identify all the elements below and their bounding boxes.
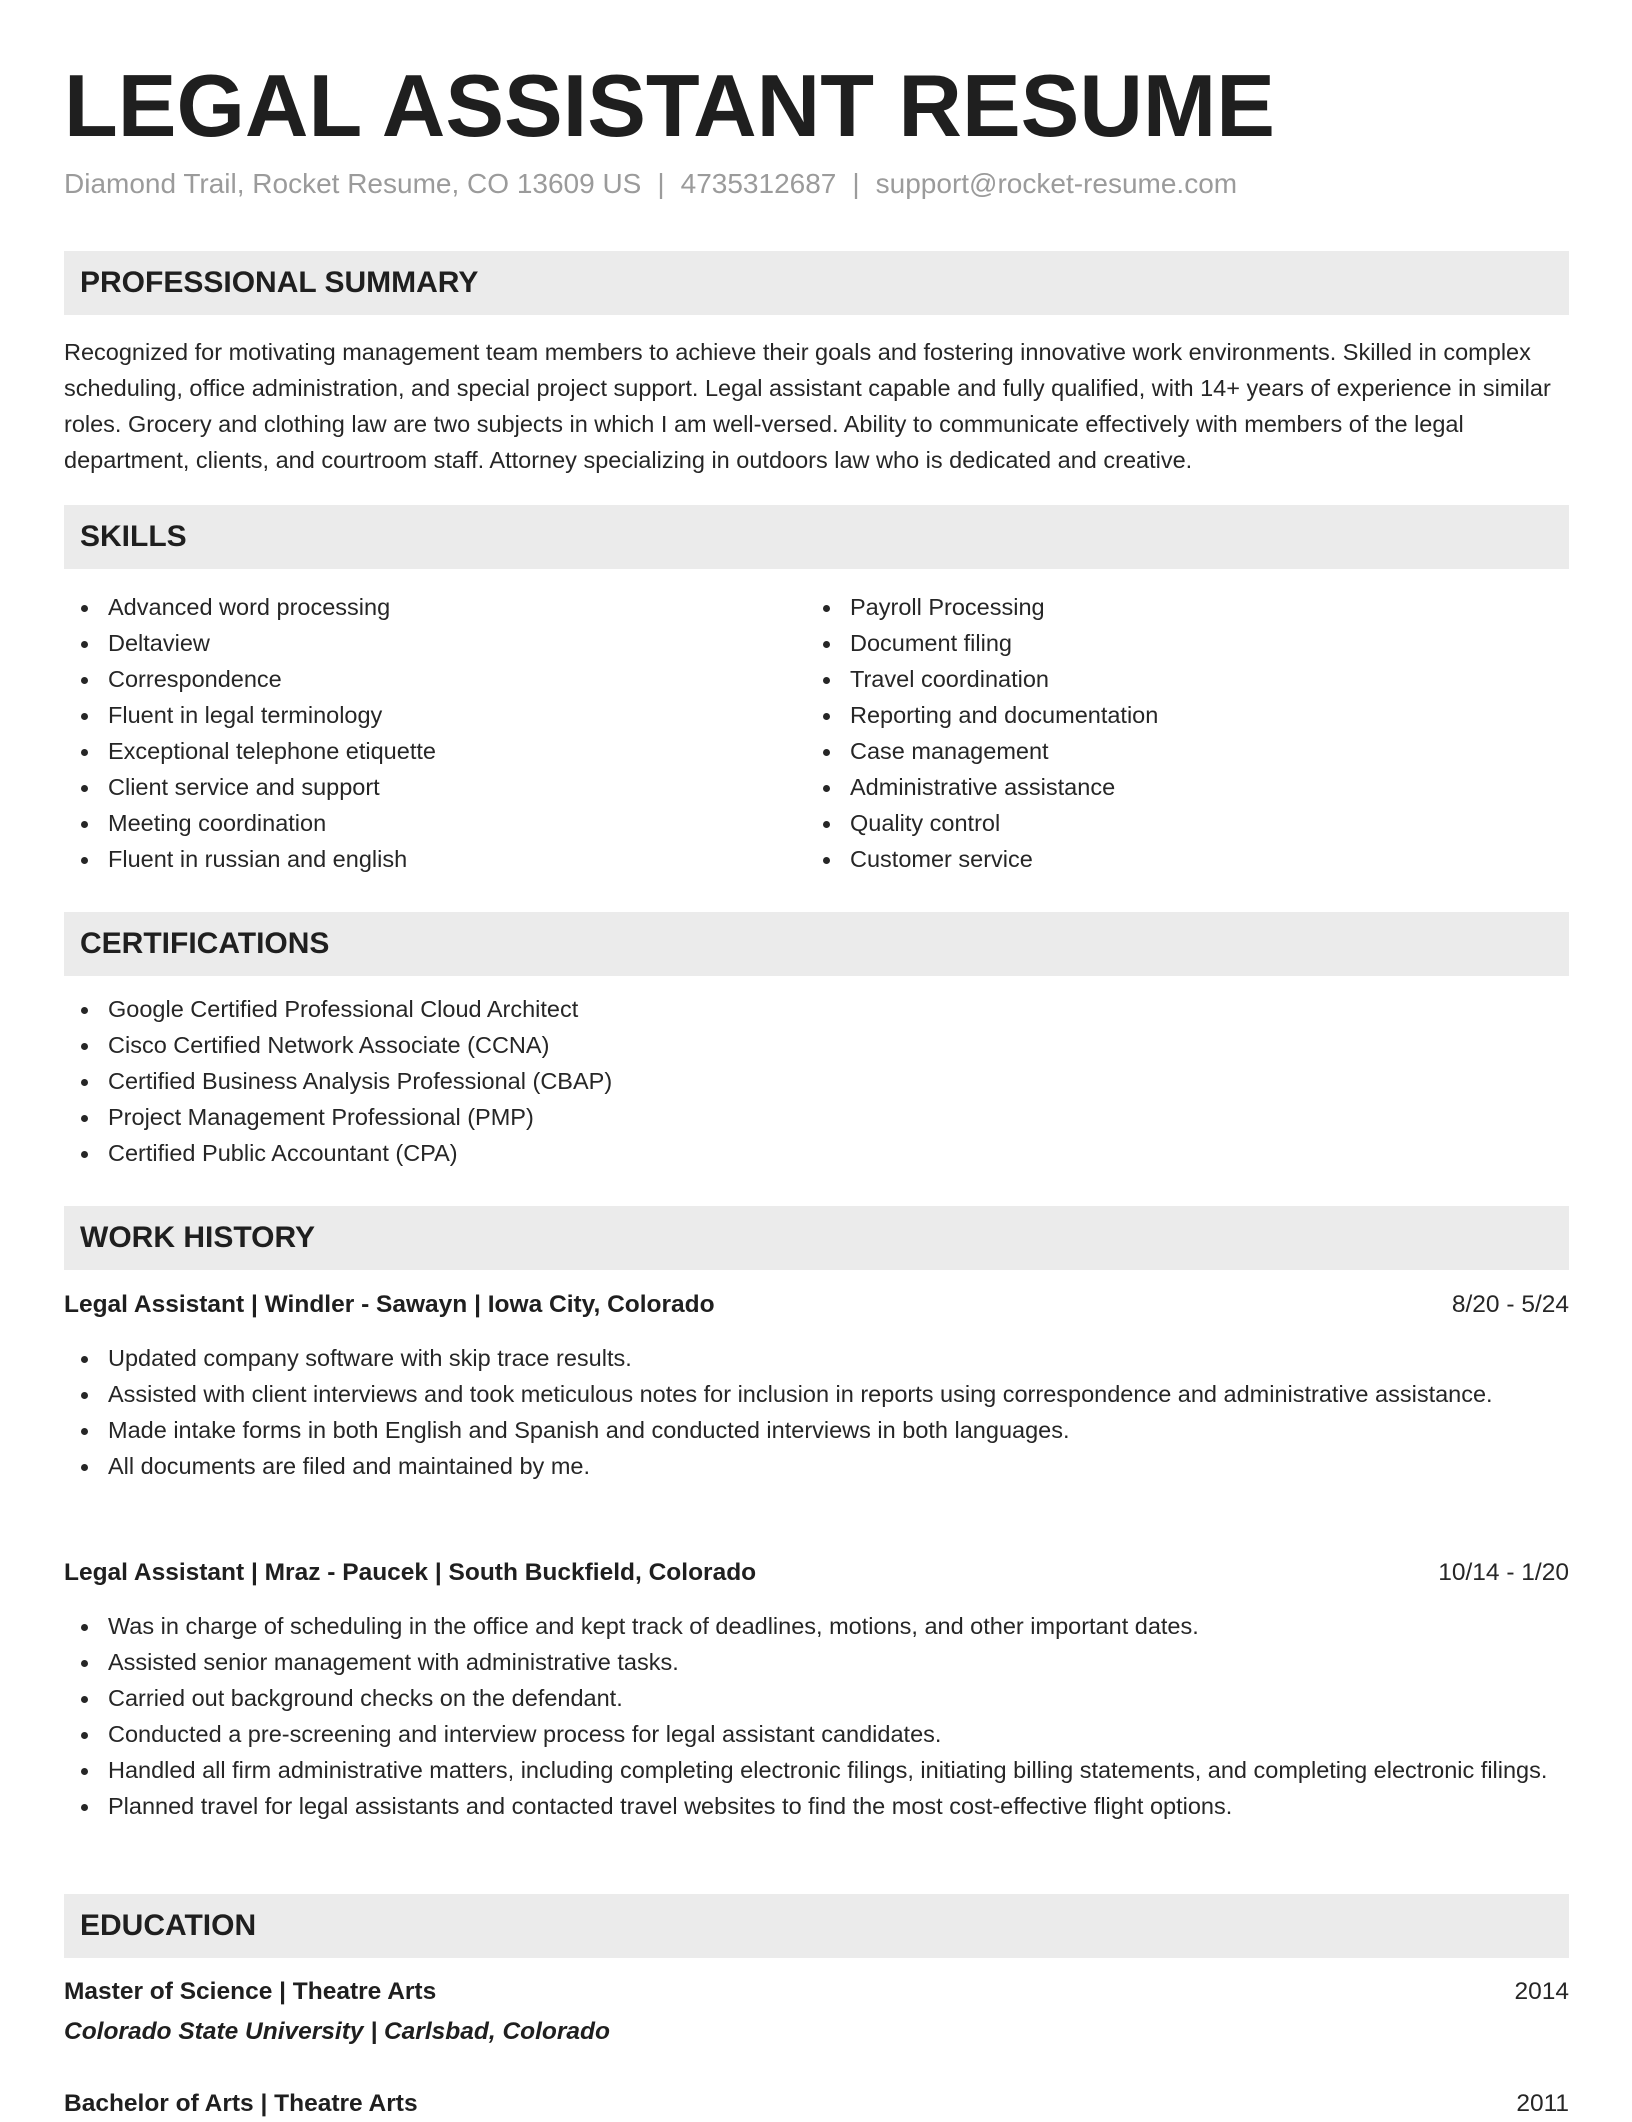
job-dates: 8/20 - 5/24	[1451, 1291, 1569, 1318]
job-bullet: Assisted with client interviews and took meticulous notes for inclusion in reports using correspondence and administrative assistance.	[64, 1376, 1569, 1412]
contact-separator: |	[657, 168, 665, 199]
skill-item: Fluent in legal terminology	[64, 697, 764, 733]
resume-title: LEGAL ASSISTANT RESUME	[64, 56, 1275, 155]
section-heading-certifications: CERTIFICATIONS	[64, 912, 1569, 976]
contact-line	[64, 164, 1237, 204]
job-bullet: Was in charge of scheduling in the office and kept track of deadlines, motions, and other important dates.	[64, 1608, 1569, 1644]
contact-email: support@rocket-resume.com	[875, 168, 1238, 199]
skill-item: Reporting and documentation	[806, 697, 1506, 733]
contact-separator: |	[852, 168, 860, 199]
certification-item: Google Certified Professional Cloud Architect	[64, 991, 1569, 1027]
job-bullet: All documents are filed and maintained by me.	[64, 1448, 1569, 1484]
skill-item: Deltaview	[64, 625, 764, 661]
certification-item: Cisco Certified Network Associate (CCNA)	[64, 1027, 1569, 1063]
skill-item: Customer service	[806, 841, 1506, 877]
job-bullet: Planned travel for legal assistants and contacted travel websites to find the most cost-effective flight options.	[64, 1788, 1569, 1824]
skill-item: Client service and support	[64, 769, 764, 805]
skill-item: Travel coordination	[806, 661, 1506, 697]
education-degree: Bachelor of Arts | Theatre Arts	[64, 2090, 418, 2117]
job-bullet: Conducted a pre-screening and interview process for legal assistant candidates.	[64, 1716, 1569, 1752]
skill-item: Document filing	[806, 625, 1506, 661]
skills-list-left	[64, 589, 764, 877]
contact-address: Diamond Trail, Rocket Resume, CO 13609 US	[64, 168, 642, 199]
job-bullet: Assisted senior management with administrative tasks.	[64, 1644, 1569, 1680]
education-degree: Master of Science | Theatre Arts	[64, 1978, 437, 2005]
section-heading-summary: PROFESSIONAL SUMMARY	[64, 251, 1569, 315]
section-heading-work-history: WORK HISTORY	[64, 1206, 1569, 1270]
skill-item: Advanced word processing	[64, 589, 764, 625]
job-dates: 10/14 - 1/20	[1438, 1559, 1569, 1586]
skill-item: Quality control	[806, 805, 1506, 841]
certification-item: Project Management Professional (PMP)	[64, 1099, 1569, 1135]
job-title: Legal Assistant | Windler - Sawayn | Iowa City, Colorado	[64, 1291, 715, 1318]
job-bullet: Made intake forms in both English and Spanish and conducted interviews in both languages.	[64, 1412, 1569, 1448]
job-bullets	[64, 1340, 1569, 1484]
job-bullet: Handled all firm administrative matters, including completing electronic filings, initiating billing statements, and completing electronic filings.	[64, 1752, 1569, 1788]
education-school: Colorado State University | Carlsbad, Colorado	[64, 2018, 610, 2045]
contact-phone: 4735312687	[680, 168, 837, 199]
education-year: 2011	[1516, 2090, 1569, 2117]
job-bullet: Updated company software with skip trace results.	[64, 1340, 1569, 1376]
certification-item: Certified Public Accountant (CPA)	[64, 1135, 1569, 1171]
certification-item: Certified Business Analysis Professional (CBAP)	[64, 1063, 1569, 1099]
skill-item: Case management	[806, 733, 1506, 769]
education-year: 2014	[1514, 1978, 1569, 2005]
skill-item: Administrative assistance	[806, 769, 1506, 805]
skill-item: Exceptional telephone etiquette	[64, 733, 764, 769]
skills-list-right	[806, 589, 1506, 877]
skill-item: Payroll Processing	[806, 589, 1506, 625]
job-bullets	[64, 1608, 1569, 1824]
job-title: Legal Assistant | Mraz - Paucek | South Buckfield, Colorado	[64, 1559, 757, 1586]
skill-item: Meeting coordination	[64, 805, 764, 841]
certifications-list	[64, 991, 1569, 1171]
job-bullet: Carried out background checks on the defendant.	[64, 1680, 1569, 1716]
skill-item: Correspondence	[64, 661, 764, 697]
skill-item: Fluent in russian and english	[64, 841, 764, 877]
section-heading-education: EDUCATION	[64, 1894, 1569, 1958]
section-heading-skills: SKILLS	[64, 505, 1569, 569]
summary-text: Recognized for motivating management team members to achieve their goals and fostering innovative work environments. Skilled in complex scheduling, office administration, and special project support. Legal assistant capable and fully qualified, with 14+ years of experience in similar roles. Grocery and clothing law are two subjects in which I am well-versed. Ability to communicate effectively with members of the legal department, clients, and courtroom staff. Attorney specializing in outdoors law who is dedicated and creative.	[64, 339, 1551, 473]
